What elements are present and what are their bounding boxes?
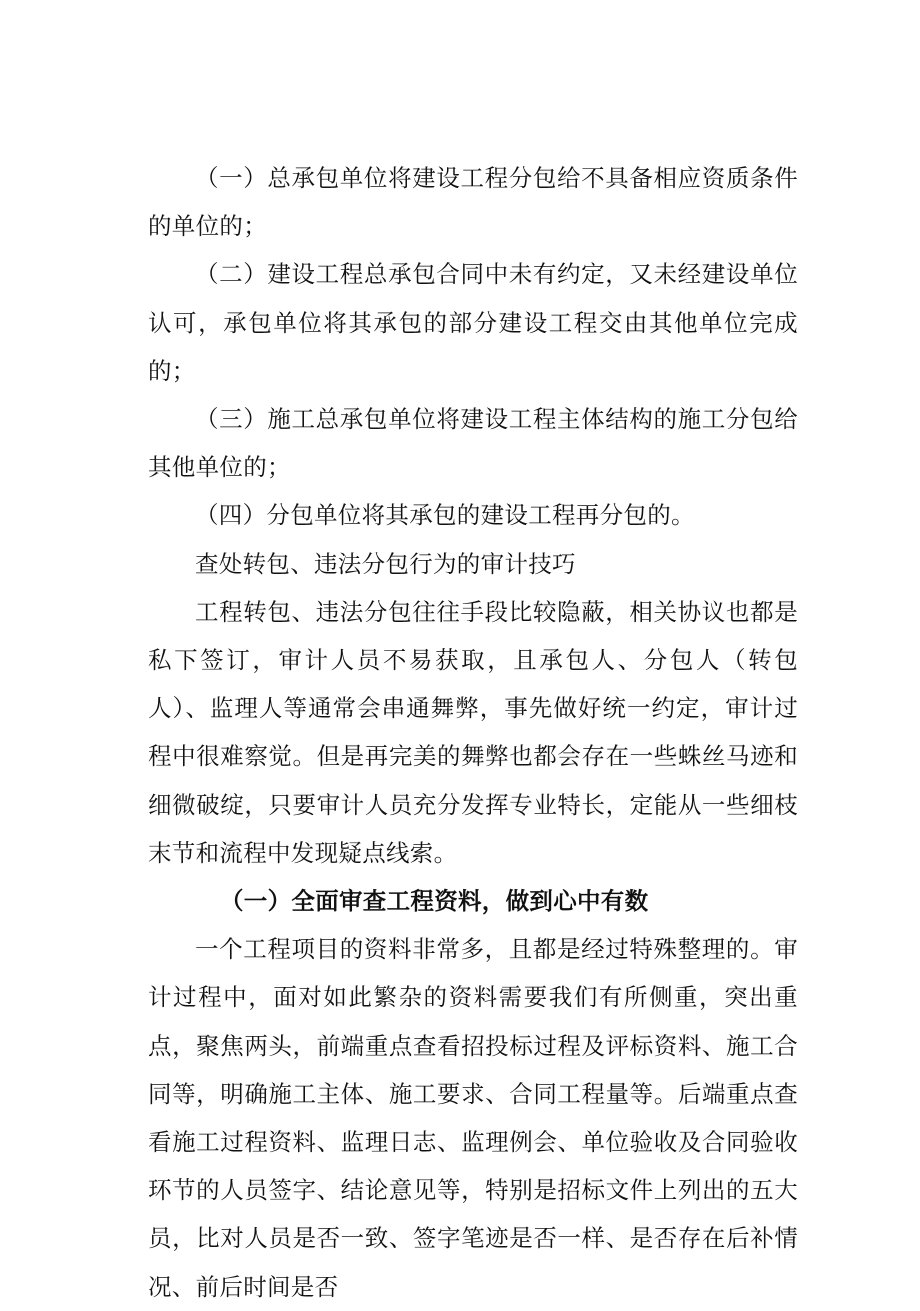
intro-paragraph: 工程转包、违法分包往往手段比较隐蔽，相关协议也都是私下签订，审计人员不易获取，且承包人、分包人（转包人）、监理人等通常会串通舞弊，事先做好统一约定，审计过程中很难察觉。但是再完美的舞弊也都会存在一些蛛丝马迹和细微破绽，只要审计人员充分发挥专业特长，定能从一些细枝末节和流程中发现疑点线索。	[148, 597, 798, 867]
list-item-two: （二）建设工程总承包合同中未有约定，又未经建设单位认可，承包单位将其承包的部分建设工程交由其他单位完成的；	[148, 260, 798, 385]
section-body-paragraph: 一个工程项目的资料非常多，且都是经过特殊整理的。审计过程中，面对如此繁杂的资料需要我们有所侧重，突出重点，聚焦两头，前端重点查看招投标过程及评标资料、施工合同等，明确施工主体、施工要求、合同工程量等。后端重点查看施工过程资料、监理日志、监理例会、单位验收及合同验收环节的人员签字、结论意见等，特别是招标文件上列出的五大员，比对人员是否一致、签字笔迹是否一样、是否存在后补情况、前后时间是否	[148, 935, 798, 1301]
list-item-one: （一）总承包单位将建设工程分包给不具备相应资质条件的单位的；	[148, 164, 798, 241]
subsection-title: 查处转包、违法分包行为的审计技巧	[195, 549, 576, 578]
document-body	[148, 154, 798, 1311]
list-item-three: （三）施工总承包单位将建设工程主体结构的施工分包给其他单位的；	[148, 405, 798, 482]
section-heading: （一）全面审查工程资料，做到心中有数	[220, 887, 649, 916]
list-item-four: （四）分包单位将其承包的建设工程再分包的。	[195, 501, 695, 530]
